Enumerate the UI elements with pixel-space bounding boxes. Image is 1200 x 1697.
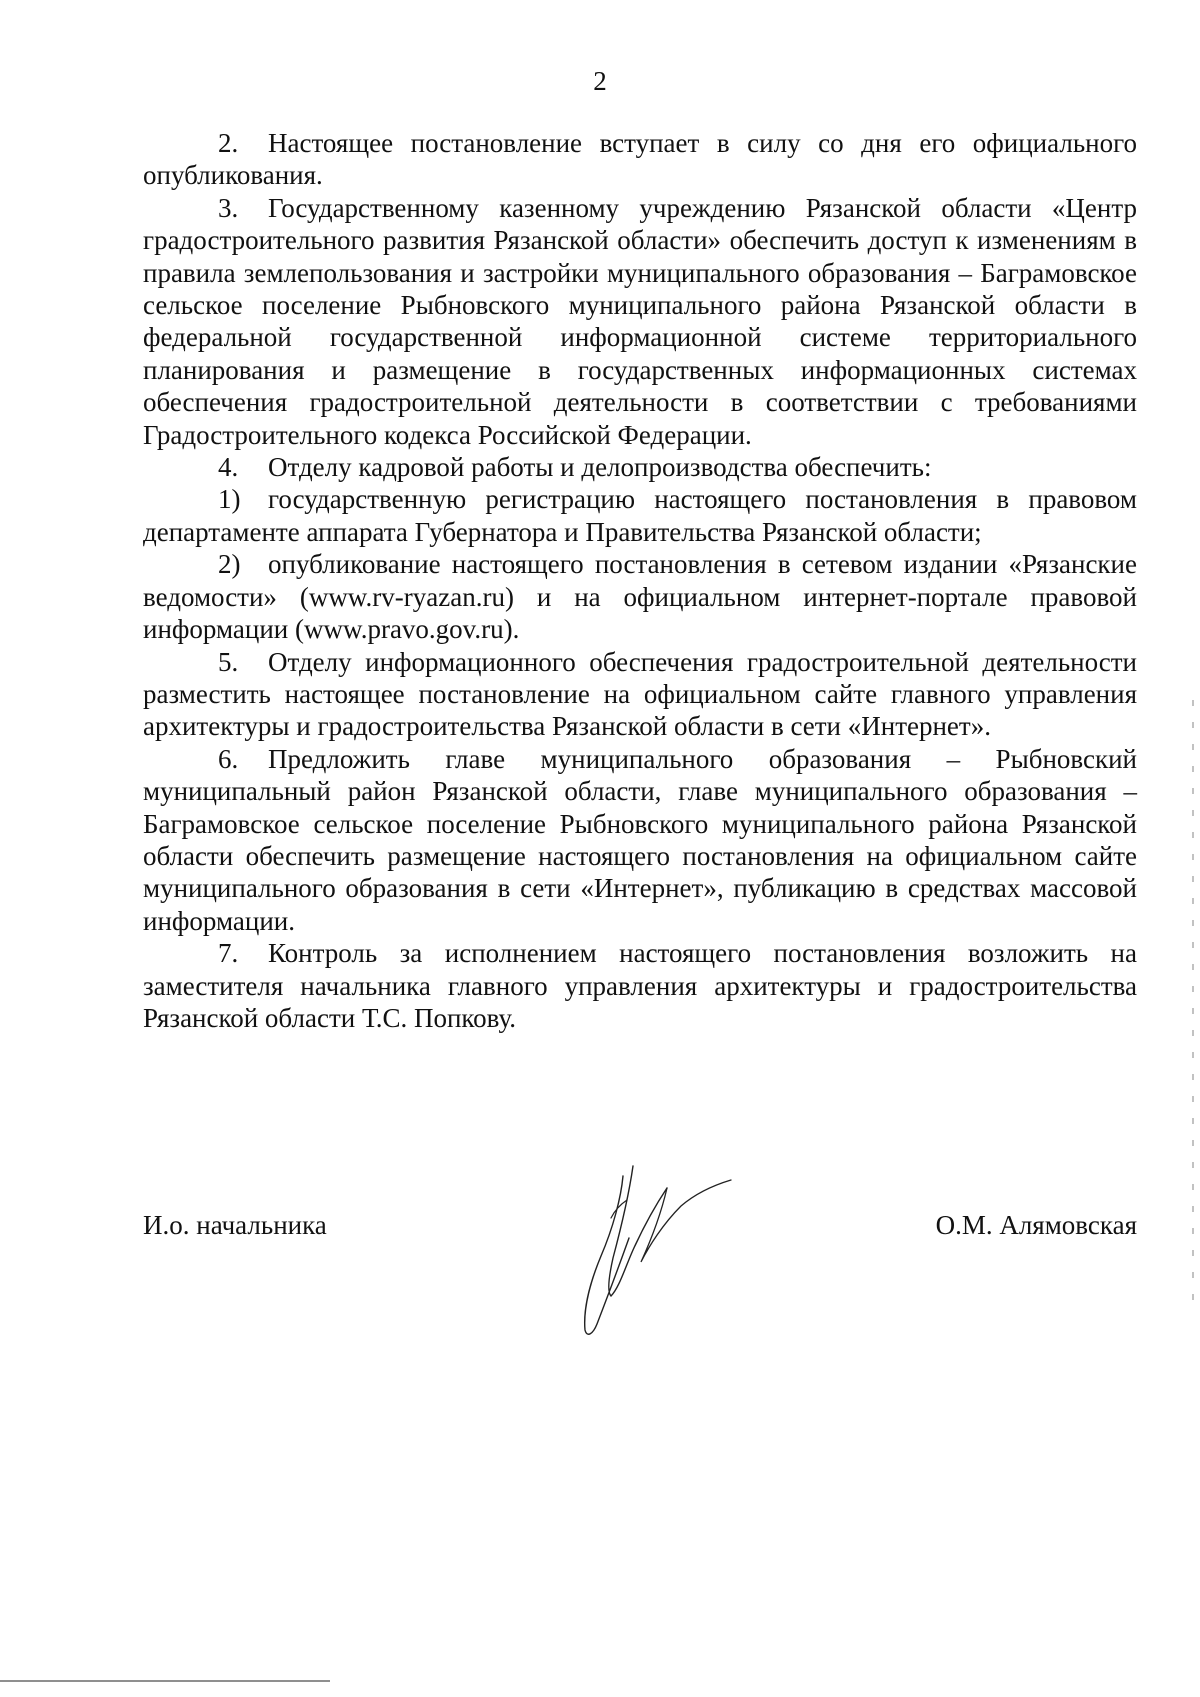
signer-name: О.М. Алямовская [935, 1210, 1137, 1240]
scan-edge-artifact [0, 1680, 330, 1682]
handwritten-signature [563, 1158, 743, 1348]
signature-block [143, 1198, 1137, 1378]
paragraph-number: 6. [218, 743, 239, 774]
paragraph-number: 2. [218, 128, 239, 158]
subparagraph-number: 1) [218, 484, 241, 515]
paragraph-text: Предложить главе муниципального образования – Рыбновский муниципальный район Рязанской области, главе муниципального образования – Баграмовское сельское поселение Рыбновского муниципального района Рязанской области обеспечить размещение настоящего постановления на официальном сайте муниципального образования в сети «Интернет», публикацию в средствах массовой информации. [143, 743, 1137, 936]
page-number: 2 [593, 66, 607, 96]
subparagraph-number: 2) [218, 549, 241, 580]
subparagraph-text: опубликование настоящего постановления в сетевом издании «Рязанские ведомости» (www.rv-ryazan.ru) и на официальном интернет-портале правовой информации (www.pravo.gov.ru). [143, 549, 1137, 645]
paragraph-3 [143, 192, 1137, 451]
subparagraph-4-2 [143, 548, 1137, 645]
subparagraph-4-1 [143, 483, 1137, 548]
paragraph-number: 3. [218, 192, 239, 223]
subparagraph-text: государственную регистрацию настоящего постановления в правовом департаменте аппарата Губернатора и Правительства Рязанской области; [143, 484, 1137, 547]
paragraph-text: Государственному казенному учреждению Рязанской области «Центр градостроительного развития Рязанской области» обеспечить доступ к изменениям в правила землепользования и застройки муниципального образования – Баграмовское сельское поселение Рыбновского муниципального района Рязанской области в федеральной государственной информационной системе территориального планирования и размещение в государственных информационных системах обеспечения градостроительной деятельности в соответствии с требованиями Градостроительного кодекса Российской Федерации. [143, 192, 1137, 450]
paragraph-4 [143, 451, 1137, 483]
paragraph-text: Контроль за исполнением настоящего постановления возложить на заместителя начальника главного управления архитектуры и градостроительства Рязанской области Т.С. Попкову. [143, 938, 1137, 1033]
paragraph-2 [143, 127, 1137, 192]
paragraph-number: 7. [218, 938, 239, 969]
paragraph-text: Отделу кадровой работы и делопроизводства обеспечить: [268, 452, 932, 483]
paragraph-text: Настоящее постановление вступает в силу со дня его официального опубликования. [143, 128, 1137, 191]
paragraph-5 [143, 646, 1137, 743]
paragraph-text: Отделу информационного обеспечения градостроительной деятельности разместить настоящее постановление на официальном сайте главного управления архитектуры и градостроительства Рязанской области в сети «Интернет». [143, 646, 1137, 742]
paragraph-7 [143, 937, 1137, 1034]
paragraph-number: 5. [218, 646, 239, 677]
paragraph-number: 4. [218, 452, 239, 483]
document-body [143, 127, 1137, 1034]
signer-position: И.о. начальника [143, 1210, 327, 1240]
scan-edge-artifact [1192, 700, 1194, 1300]
paragraph-6 [143, 743, 1137, 937]
